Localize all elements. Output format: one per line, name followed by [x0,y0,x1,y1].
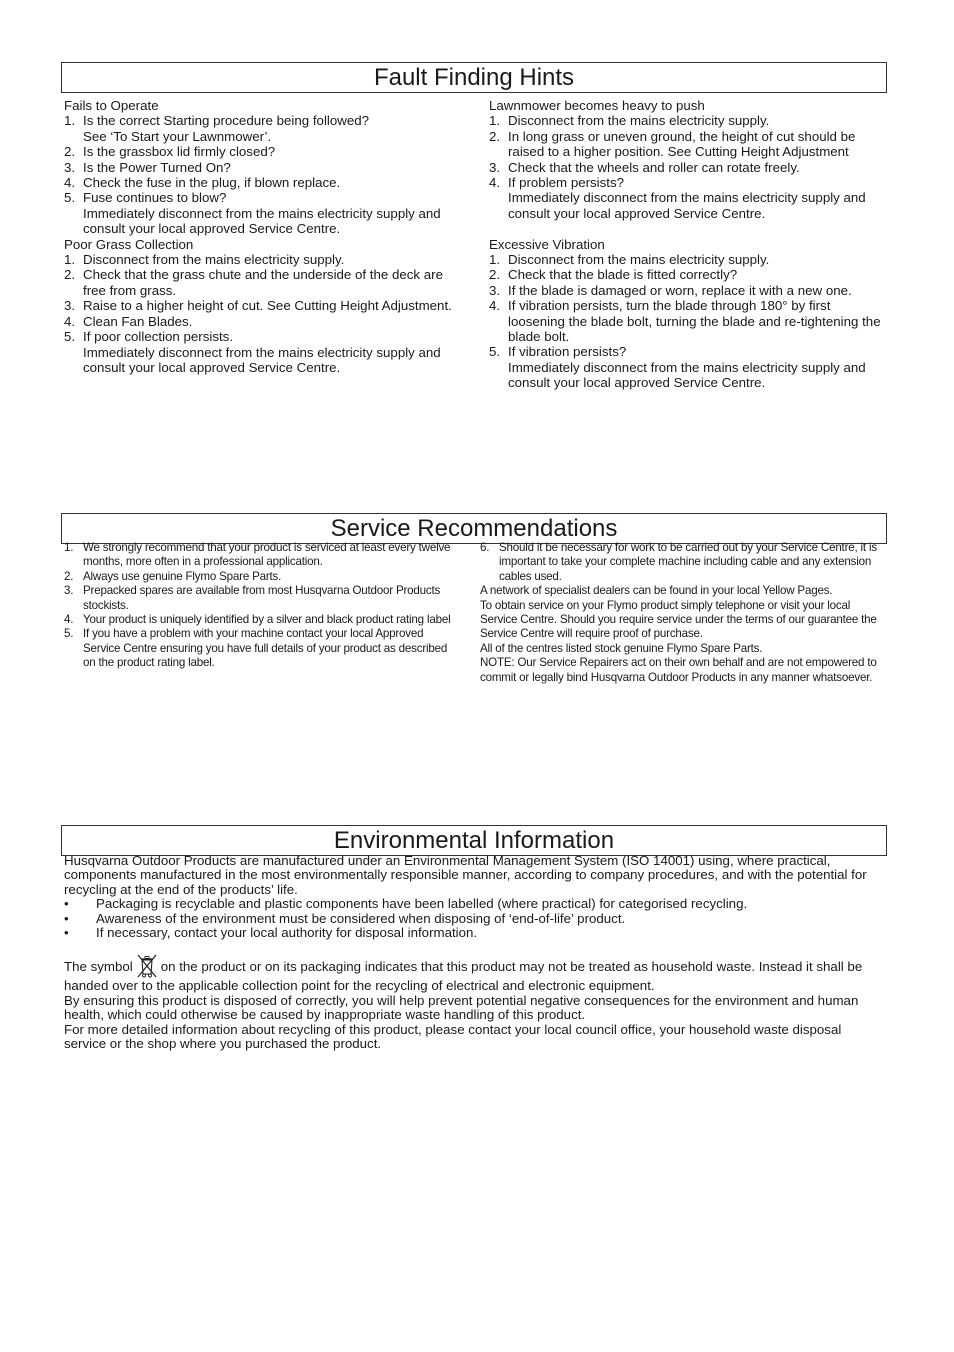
item-text: Check that the grass chute and the underside of the deck are free from grass. [83,267,443,298]
service-right-column [480,541,888,685]
environment-bullet: • Packaging is recyclable and plastic components have been labelled (where practical) for categorised recycling. [64,896,748,912]
fault-group-heading: Poor Grass Collection [64,236,194,252]
fault-item-list [64,113,464,236]
service-paragraph: All of the centres listed stock genuine Flymo Spare Parts. [480,641,763,655]
item-number: 1. [489,252,501,268]
environmental-information-title: Environmental Information [61,825,887,856]
item-number: 2. [64,569,74,583]
item-text: Check that the wheels and roller can rotate freely. [508,159,800,175]
item-text: Prepacked spares are available from most Husqvarna Outdoor Products stockists. [83,584,441,612]
item-text: If the blade is damaged or worn, replace it with a new one. [508,282,852,298]
fault-left-column [64,98,464,375]
item-number: 2. [64,144,76,160]
environment-bullet-list [64,897,886,940]
item-text: If problem persists? [508,175,625,191]
item-text: Should it be necessary for work to be carried out by your Service Centre, it is important to take your complete machine including cable and any extension cables used. [499,541,877,583]
list-item [64,314,464,329]
list-item [489,267,889,282]
item-number: 5. [489,344,501,360]
item-number: 6. [480,541,490,554]
item-text: Fuse continues to blow? [83,190,227,206]
fault-group-heading: Lawnmower becomes heavy to push [489,98,705,113]
item-number: 3. [64,584,74,598]
fault-group-heading: Fails to Operate [64,98,159,113]
list-item [489,252,889,267]
item-subtext: Immediately disconnect from the mains electricity supply and consult your local approved Service Centre. [83,344,441,375]
item-text: Is the grassbox lid firmly closed? [83,144,276,160]
fault-finding-title: Fault Finding Hints [61,62,887,93]
item-number: 5. [64,329,76,345]
item-text: Clean Fan Blades. [83,313,193,329]
list-item [64,613,456,627]
fault-item-list [489,252,889,391]
list-item [64,175,464,190]
list-item [64,190,464,236]
service-recommendations-title: Service Recommendations [61,513,887,544]
list-item [64,252,464,267]
item-text: We strongly recommend that your product is serviced at least every twelve months, more often in a professional application. [83,541,451,569]
list-item [489,344,889,390]
list-item [489,175,889,221]
item-number: 5. [64,190,76,206]
list-item [64,267,464,298]
service-paragraph: To obtain service on your Flymo product simply telephone or visit your local Service Centre. Should you require service under the terms of our guarantee the Service Centre will require proof of purchase. [480,598,877,641]
item-number: 2. [489,267,501,283]
item-text: If poor collection persists. [83,329,234,345]
environment-bullet: • Awareness of the environment must be considered when disposing of ‘end-of-life’ product. [64,910,626,926]
item-text: Check that the blade is fitted correctly? [508,267,738,283]
item-text: If you have a problem with your machine contact your local Approved Service Centre ensuring you have full details of your product as described on the product rating label. [83,627,448,670]
list-item [480,541,888,584]
list-item [64,144,464,159]
group-spacer [489,221,889,236]
item-text: Disconnect from the mains electricity supply. [83,252,345,268]
list-item [489,113,889,128]
list-item [64,541,456,570]
item-text: Always use genuine Flymo Spare Parts. [83,569,282,583]
list-item [64,584,456,613]
list-item [64,298,464,313]
list-item [489,129,889,160]
item-text: Check the fuse in the plug, if blown replace. [83,175,341,191]
item-number: 3. [489,159,501,175]
fault-item-list [489,113,889,221]
item-text: Disconnect from the mains electricity supply. [508,252,770,268]
item-subtext: Immediately disconnect from the mains electricity supply and consult your local approved Service Centre. [508,190,866,221]
fault-item-list [64,252,464,375]
item-number: 1. [64,541,74,554]
item-number: 1. [489,113,501,129]
list-item [64,627,456,670]
list-item [64,329,464,375]
environment-paragraph-contact: For more detailed information about recycling of this product, please contact your local council office, your household waste disposal service or the shop where you purchased the product. [64,1021,842,1052]
item-subtext: See ‘To Start your Lawnmower’. [83,128,272,144]
weee-symbol-paragraph: The symbol on the product or on its packaging indicates that this product may not be treated as household waste. Instead it shall be handed over to the applicable collection point for the recycling of electrical and electronic equipment. [64,953,886,993]
list-item [64,160,464,175]
environment-paragraph-disposal: By ensuring this product is disposed of correctly, you will help prevent potential negative consequences for the environment and human health, which could otherwise be caused by inappropriate waste handling of this product. [64,992,859,1023]
item-subtext: Immediately disconnect from the mains electricity supply and consult your local approved Service Centre. [83,205,441,237]
list-item [64,570,456,584]
service-paragraph: A network of specialist dealers can be found in your local Yellow Pages. [480,584,833,598]
item-text: Is the Power Turned On? [83,159,231,175]
item-number: 4. [489,175,501,191]
item-subtext: Immediately disconnect from the mains electricity supply and consult your local approved Service Centre. [508,359,866,391]
item-number: 3. [489,282,501,298]
item-text: Disconnect from the mains electricity supply. [508,113,770,129]
item-number: 1. [64,252,76,268]
environment-bullet: • If necessary, contact your local authority for disposal information. [64,925,478,941]
list-item [489,160,889,175]
item-text: Raise to a higher height of cut. See Cutting Height Adjustment. [83,298,452,314]
item-number: 3. [64,159,76,175]
item-number: 4. [64,613,74,627]
item-text: Your product is uniquely identified by a silver and black product rating label [83,613,451,627]
item-number: 4. [64,313,76,329]
environment-body [64,854,886,1051]
environment-intro: Husqvarna Outdoor Products are manufactured under an Environmental Management System (ISO 14001) using, where practical, components manufactured in the most environmentally responsible manner, according to company procedures, and with the potential for recycling at the end of the products’ life. [64,853,867,897]
item-text: In long grass or uneven ground, the height of cut should be raised to a higher position. See Cutting Height Adjustment [508,128,856,160]
item-number: 1. [64,113,76,129]
list-item [489,298,889,344]
item-number: 5. [64,627,74,641]
list-item [64,113,464,144]
item-number: 4. [489,298,501,314]
item-number: 3. [64,298,76,314]
item-number: 2. [489,128,501,144]
item-number: 2. [64,267,76,283]
list-item [489,283,889,298]
item-text: Is the correct Starting procedure being followed? [83,113,370,129]
fault-group-heading: Excessive Vibration [489,236,605,252]
fault-right-column [489,98,889,391]
service-paragraph: NOTE: Our Service Repairers act on their own behalf and are not empowered to commit or legally bind Husqvarna Outdoor Products in any manner whatsoever. [480,656,877,684]
service-left-column [64,541,456,671]
crossed-out-wheelie-bin-icon [136,953,158,979]
item-number: 4. [64,175,76,191]
item-text: If vibration persists, turn the blade through 180° by first loosening the blade bolt, turning the blade and re-tightening the blade bolt. [508,298,881,345]
item-text: If vibration persists? [508,344,627,360]
